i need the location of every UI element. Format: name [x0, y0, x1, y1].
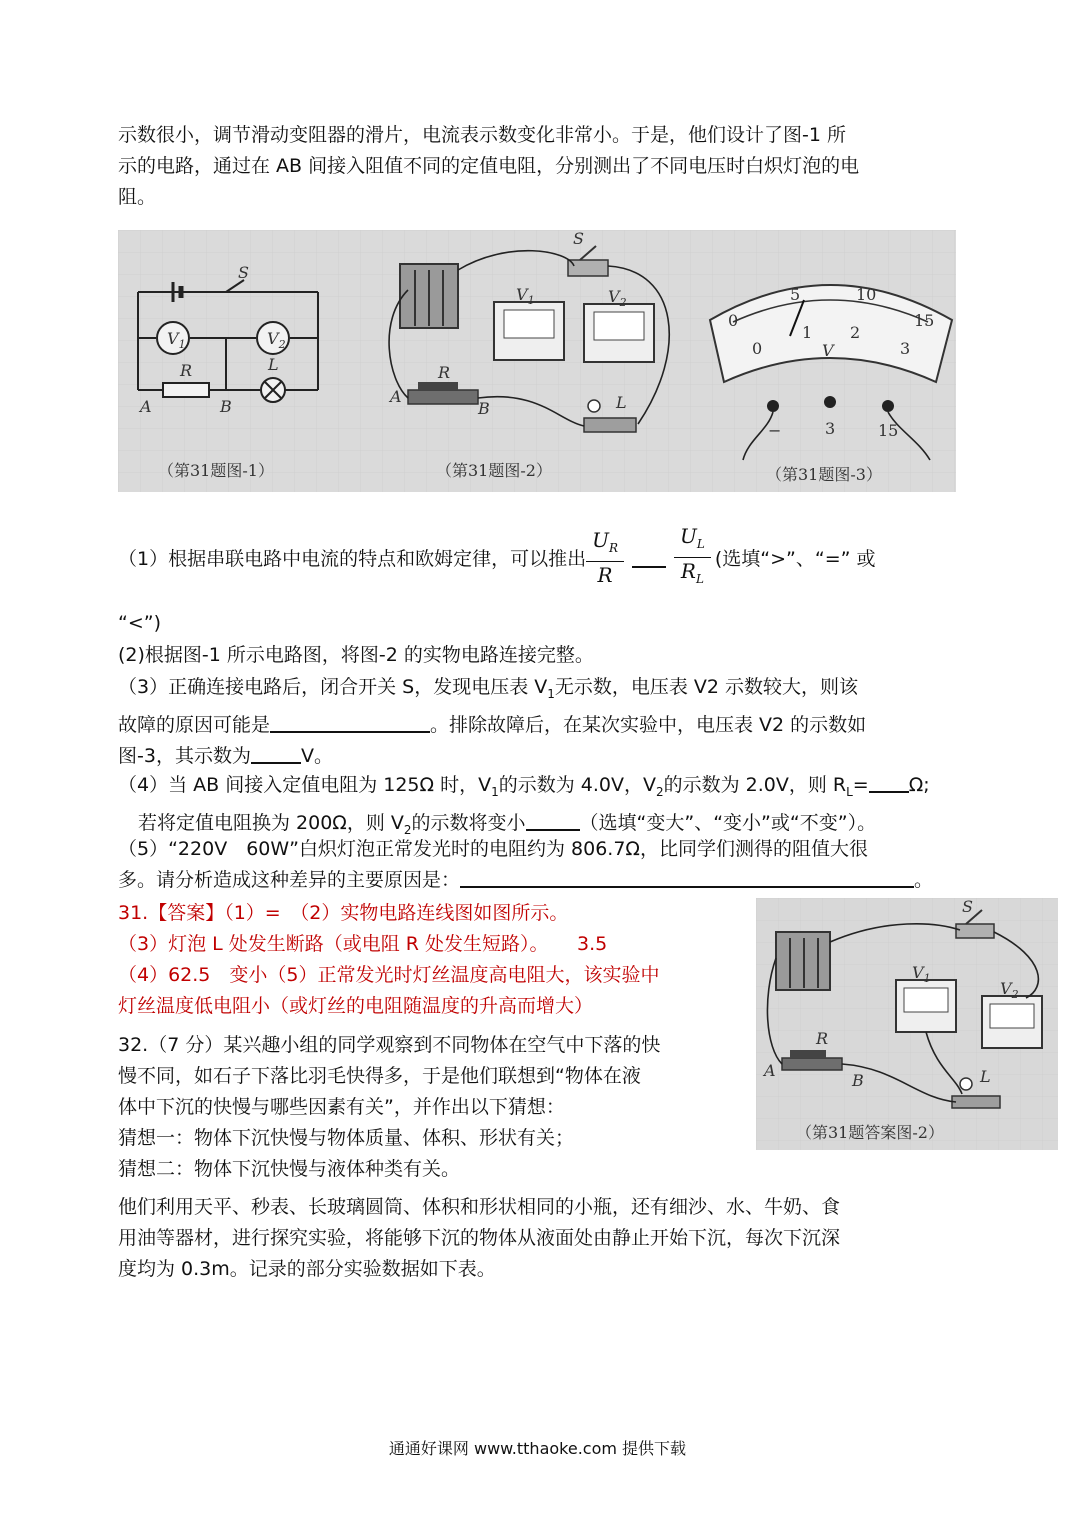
intro-line-1: 示数很小，调节滑动变阻器的滑片，电流表示数变化非常小。于是，他们设计了图-1 所 — [118, 124, 846, 146]
answer-fig-label-r: R — [816, 1029, 829, 1048]
answer-line-3: （4）62.5 变小（5）正常发光时灯丝温度高电阻大，该实验中 — [118, 964, 660, 986]
question-32-intro: 32.（7 分）某兴趣小组的同学观察到不同物体在空气中下落的快 慢不同，如石子下落比羽毛快得多，于是他们联想到“物体在液 体中下沉的快慢与哪些因素有关”，并作出以下猜想： 猜想一：物体下沉快慢与物体质量、体积、形状有关； 猜想二：物体下沉快慢与液体种类有关。 — [118, 1034, 661, 1180]
answer-fig-label-v2: $V_2$ — [1000, 979, 1019, 1001]
figure-2-label-v2: $V_2$ — [608, 287, 627, 309]
figure-1-label-l: L — [268, 355, 279, 374]
figure-strip-drawing — [118, 230, 956, 492]
intro-line-3: 阻。 — [118, 186, 157, 208]
answer-figure-caption: （第31题答案图-2） — [796, 1123, 944, 1142]
terminal-negative-label: − — [768, 421, 782, 440]
figure-3-caption: （第31题图-3） — [766, 465, 882, 484]
terminal-3-label: 3 — [825, 419, 836, 438]
answer-line-4: 灯丝温度低电阻小（或灯丝的电阻随温度的升高而增大） — [118, 995, 594, 1017]
question-32-method: 他们利用天平、秒表、长玻璃圆筒、体积和形状相同的小瓶，还有细沙、水、牛奶、食 用油等器材，进行探究实验，将能够下沉的物体从液面处由静止开始下沉，每次下沉深 度均为 0.3m。记录的部分实验数据如下表。 — [118, 1196, 841, 1280]
answer-fig-label-s: S — [962, 898, 973, 916]
answer-fig-label-b: B — [852, 1071, 864, 1090]
figure-2-caption: （第31题图-2） — [436, 461, 552, 480]
figure-1-label-a: A — [140, 397, 152, 416]
dial-inner-tick-0: 0 — [752, 339, 763, 358]
dial-outer-tick-5: 5 — [790, 285, 801, 304]
figure-2-label-s: S — [573, 230, 584, 248]
dial-outer-tick-10: 10 — [856, 285, 877, 304]
q1-text-before: （1）根据串联电路中电流的特点和欧姆定律，可以推出 — [118, 547, 587, 570]
intro-paragraph — [118, 120, 958, 213]
dial-inner-tick-3: 3 — [900, 339, 911, 358]
answer-fig-label-a: A — [764, 1061, 776, 1080]
question-31-part-2: (2)根据图-1 所示电路图，将图-2 的实物电路连接完整。 — [118, 644, 594, 666]
question-31-part-1 — [118, 522, 963, 592]
figure-2-label-b: B — [478, 399, 490, 418]
page-footer: 通通好课网 www.tthaoke.com 提供下载 — [388, 1439, 687, 1458]
figure-2-label-v1: $V_1$ — [516, 285, 535, 307]
intro-line-2: 示的电路，通过在 AB 间接入阻值不同的定值电阻，分别测出了不同电压时白炽灯泡的电 — [118, 155, 860, 177]
answer-figure-2 — [756, 898, 1058, 1150]
terminal-15-label: 15 — [878, 421, 899, 440]
q4-change-blank[interactable] — [526, 809, 580, 831]
figure-2-label-r: R — [438, 363, 451, 382]
dial-outer-tick-0: 0 — [728, 311, 739, 330]
figure-2-label-a: A — [390, 387, 402, 406]
q5-reason-blank[interactable] — [460, 866, 914, 888]
figure-1-label-s: S — [238, 263, 249, 282]
answer-line-1: 31.【答案】（1）= （2）实物电路连线图如图所示。 — [118, 902, 569, 924]
dial-unit-label: V — [822, 341, 834, 360]
answer-line-2: （3）灯泡 L 处发生断路（或电阻 R 处发生短路）。 3.5 — [118, 933, 608, 955]
figure-1-label-v2: $V_2$ — [267, 329, 286, 351]
dial-outer-tick-15: 15 — [914, 311, 935, 330]
fraction-ul-over-rl: $\frac{U_L}{R_L}$ — [674, 523, 711, 592]
dial-inner-tick-1: 1 — [802, 323, 813, 342]
question-31-figure-strip — [118, 230, 956, 492]
fraction-ur-over-r: $\frac{U_R}{R}$ — [586, 527, 624, 588]
answer-figure-drawing — [756, 898, 1058, 1150]
answer-31 — [118, 898, 748, 1022]
figure-2-label-l: L — [616, 393, 627, 412]
figure-1-caption: （第31题图-1） — [158, 461, 274, 480]
answer-fig-label-l: L — [980, 1067, 991, 1086]
dial-inner-tick-2: 2 — [850, 323, 861, 342]
q3-reading-blank[interactable] — [251, 742, 301, 764]
figure-1-label-r: R — [180, 361, 193, 380]
figure-1-label-b: B — [220, 397, 232, 416]
q1-text-after: (选填“>”、“=” 或 — [714, 547, 876, 570]
question-31-part-3: （3）正确连接电路后，闭合开关 S，发现电压表 $V_1$无示数，电压表 V2 示数较大，则该 故障的原因可能是 。排除故障后，在某次实验中，电压表 V2 的示数如 图-3，其示数为 V。 — [118, 676, 867, 767]
q4-resistance-blank[interactable] — [869, 771, 909, 793]
q1-line-2: “<”) — [118, 612, 162, 634]
q3-fault-blank[interactable] — [270, 711, 430, 733]
figure-1-label-v1: $V_1$ — [167, 329, 186, 351]
question-31-part-5: （5）“220V 60W”白炽灯泡正常发光时的电阻约为 806.7Ω，比同学们测得的阻值大很 多。请分析造成这种差异的主要原因是： 。 — [118, 838, 934, 891]
question-31-part-4: （4）当 AB 间接入定值电阻为 125Ω 时，$V_1$的示数为 4.0V，$V_2$的示数为 2.0V，则 $R_L= \Omega$; 若将定值电阻换为 200Ω，则 $V_2$的示数将变小 （选填“变大”、“变小”或“不变”）。 — [118, 770, 958, 846]
answer-fig-label-v1: $V_1$ — [912, 963, 931, 985]
q1-answer-blank[interactable] — [632, 546, 666, 568]
